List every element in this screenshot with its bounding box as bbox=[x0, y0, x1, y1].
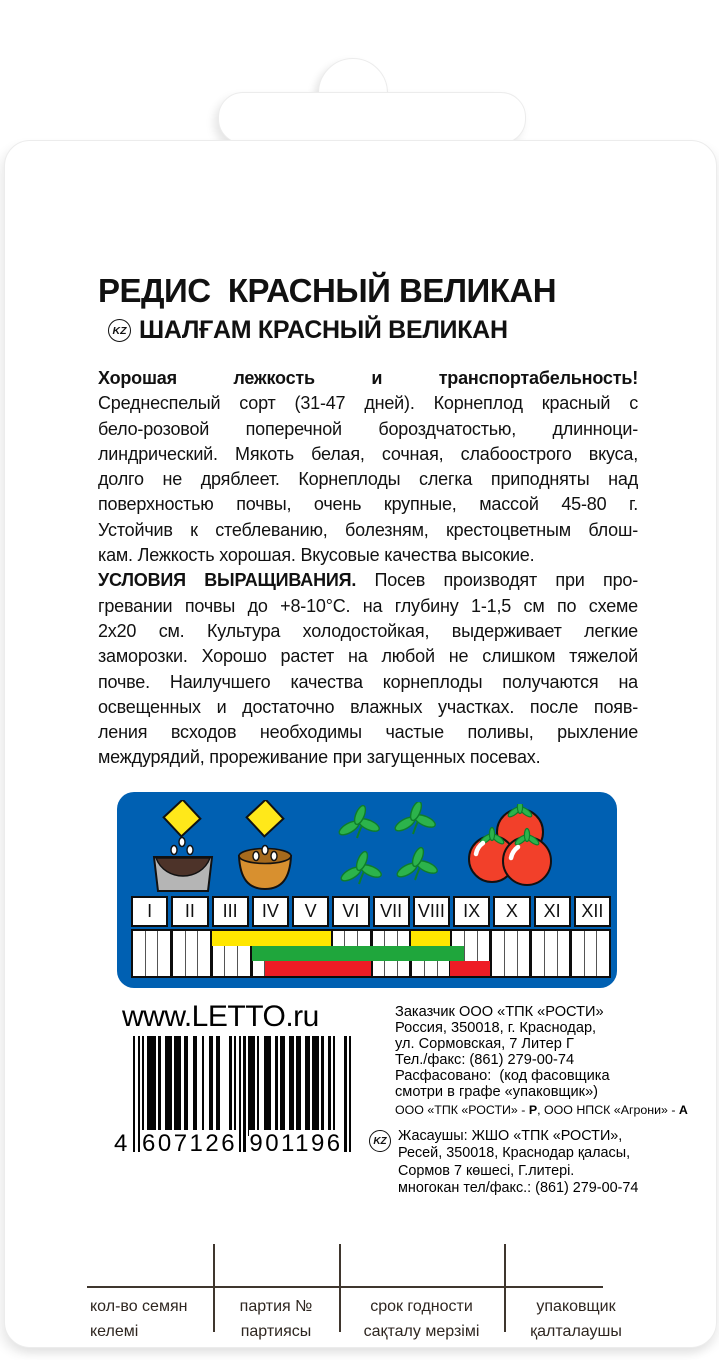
barcode bbox=[114, 1036, 351, 1168]
supplier-ru-line: Тел./факс: (861) 279-00-74 bbox=[395, 1052, 575, 1068]
barcode-right-digits: 901196 bbox=[249, 1130, 343, 1157]
description-text bbox=[98, 366, 638, 771]
description-line: долго не дряблеет. Корнеплоды слегка приподняты над bbox=[98, 469, 638, 490]
description-line: 2х20 см. Культура холодостойкая, выдерживает легкие bbox=[98, 620, 638, 641]
footer-col-seed-count bbox=[90, 1294, 210, 1344]
supplier-ru-line: Заказчик ООО «ТПК «РОСТИ» bbox=[395, 1004, 604, 1020]
footer-label-ru: упаковщик bbox=[536, 1298, 616, 1315]
hang-tab bbox=[218, 92, 526, 144]
calendar-month-cell: IX bbox=[453, 896, 490, 927]
supplier-ru-lines bbox=[395, 1004, 655, 1100]
seedlings-icon bbox=[333, 802, 445, 894]
sowing-pot-icon bbox=[235, 800, 295, 894]
calendar-month-cell: VII bbox=[373, 896, 410, 927]
footer-label-kz: сақталу мерзімі bbox=[363, 1323, 480, 1340]
calendar-bar-harvest bbox=[265, 961, 371, 976]
footer-label-kz: қалталаушы bbox=[530, 1323, 622, 1340]
supplier-ru-line: Россия, 350018, г. Краснодар, bbox=[395, 1020, 597, 1036]
product-subtitle bbox=[108, 316, 508, 345]
sowing-seedbed-icon bbox=[151, 800, 215, 894]
calendar-month-cell: XI bbox=[534, 896, 571, 927]
footer-label-kz: келемі bbox=[90, 1323, 139, 1340]
calendar-bars bbox=[133, 931, 609, 976]
calendar-bar-harvest bbox=[450, 961, 490, 976]
supplier-ru-codes: ООО «ТПК «РОСТИ» - Р, ООО НПСК «Агрони» - А bbox=[395, 1103, 688, 1117]
supplier-ru-line: Расфасовано: (код фасовщика bbox=[395, 1068, 610, 1084]
kz-badge-icon: KZ bbox=[369, 1130, 391, 1152]
footer-col-packer bbox=[505, 1294, 647, 1344]
description-line: гревании почвы до +8-10°С. на глубину 1-1,5 см по схеме bbox=[98, 595, 638, 616]
footer-col-batch-number bbox=[214, 1294, 338, 1344]
calendar-month-cell: VI bbox=[332, 896, 369, 927]
supplier-kz-lines bbox=[398, 1128, 638, 1198]
calendar-month-cell: X bbox=[493, 896, 530, 927]
description-line: освещенных и достаточно влажных участках. после появ- bbox=[98, 696, 638, 717]
planting-panel bbox=[117, 792, 617, 988]
calendar-month-cell: V bbox=[292, 896, 329, 927]
product-subtitle-text: ШАЛҒАМ КРАСНЫЙ ВЕЛИКАН bbox=[139, 316, 508, 344]
supplier-kz-line: Сормов 7 көшесі, Г.литері. bbox=[398, 1162, 575, 1179]
footer-label-kz: партиясы bbox=[240, 1323, 312, 1340]
footer-label-ru: партия № bbox=[239, 1298, 313, 1315]
barcode-left-digits: 607126 bbox=[142, 1130, 238, 1157]
footer-table-horizontal-line bbox=[87, 1286, 603, 1288]
description-line: кам. Лежкость хорошая. Вкусовые качества высокие. bbox=[98, 545, 535, 566]
calendar-month-cell: XII bbox=[574, 896, 611, 927]
supplier-kz-line: многокан тел/факс.: (861) 279-00-74 bbox=[398, 1180, 639, 1197]
calendar-month-cell: IV bbox=[252, 896, 289, 927]
calendar-month-cell: II bbox=[171, 896, 208, 927]
footer-col-expiry bbox=[340, 1294, 503, 1344]
supplier-kz-line: Ресей, 350018, Краснодар қаласы, bbox=[398, 1145, 631, 1162]
description-line: междурядий, прореживание при загущенных посевах. bbox=[98, 747, 541, 768]
supplier-kz-line: Жасаушы: ЖШО «ТПК «РОСТИ», bbox=[398, 1128, 623, 1144]
description-line: заморозки. Хорошо растет на любой не слишком тяжелой bbox=[98, 646, 638, 667]
calendar-bar-growing bbox=[252, 946, 464, 961]
description-line: поверхностью почвы, очень крупные, массой 45-80 г. bbox=[98, 494, 638, 515]
kz-badge-icon: KZ bbox=[108, 319, 131, 342]
description-line: линдрический. Мякоть белая, сочная, слабоострого вкуса, bbox=[98, 443, 638, 464]
footer-label-ru: кол-во семян bbox=[90, 1298, 188, 1315]
supplier-ru bbox=[395, 1004, 688, 1117]
calendar-month-cell: VIII bbox=[413, 896, 450, 927]
product-title: РЕДИС КРАСНЫЙ ВЕЛИКАН bbox=[98, 272, 557, 309]
description-line: Среднеспелый сорт (31-47 дней). Корнеплод красный с bbox=[98, 393, 638, 414]
supplier-ru-line: смотри в графе «упаковщик») bbox=[395, 1084, 599, 1100]
calendar-month-cell: III bbox=[212, 896, 249, 927]
calendar-decade-band bbox=[131, 929, 611, 978]
calendar-month-cell: I bbox=[131, 896, 168, 927]
calendar-bar-sowing bbox=[212, 931, 331, 946]
description-line: УСЛОВИЯ ВЫРАЩИВАНИЯ. Посев производят при про- bbox=[98, 570, 638, 591]
tomato-harvest-icon bbox=[467, 804, 555, 892]
description-line: Хорошая лежкость и транспортабельность! bbox=[98, 368, 638, 388]
calendar-bar-sowing bbox=[411, 931, 451, 946]
supplier-kz bbox=[369, 1128, 654, 1198]
description-line: ления всходов необходимы частые поливы, рыхление bbox=[98, 722, 638, 743]
supplier-ru-line: ул. Сормовская, 7 Литер Г bbox=[395, 1036, 574, 1052]
barcode-lead-digit: 4 bbox=[114, 1130, 128, 1157]
footer-label-ru: срок годности bbox=[370, 1298, 473, 1315]
description-line: бело-розовой поперечной бороздчатостью, длинноци- bbox=[98, 418, 638, 439]
calendar-month-row bbox=[131, 896, 611, 927]
description-line: Устойчив к стеблеванию, болезням, крестоцветным блош- bbox=[98, 519, 638, 540]
description-line: почве. Наилучшего качества корнеплоды получаются на bbox=[98, 671, 638, 692]
website-url: www.LETTO.ru bbox=[122, 1000, 319, 1033]
